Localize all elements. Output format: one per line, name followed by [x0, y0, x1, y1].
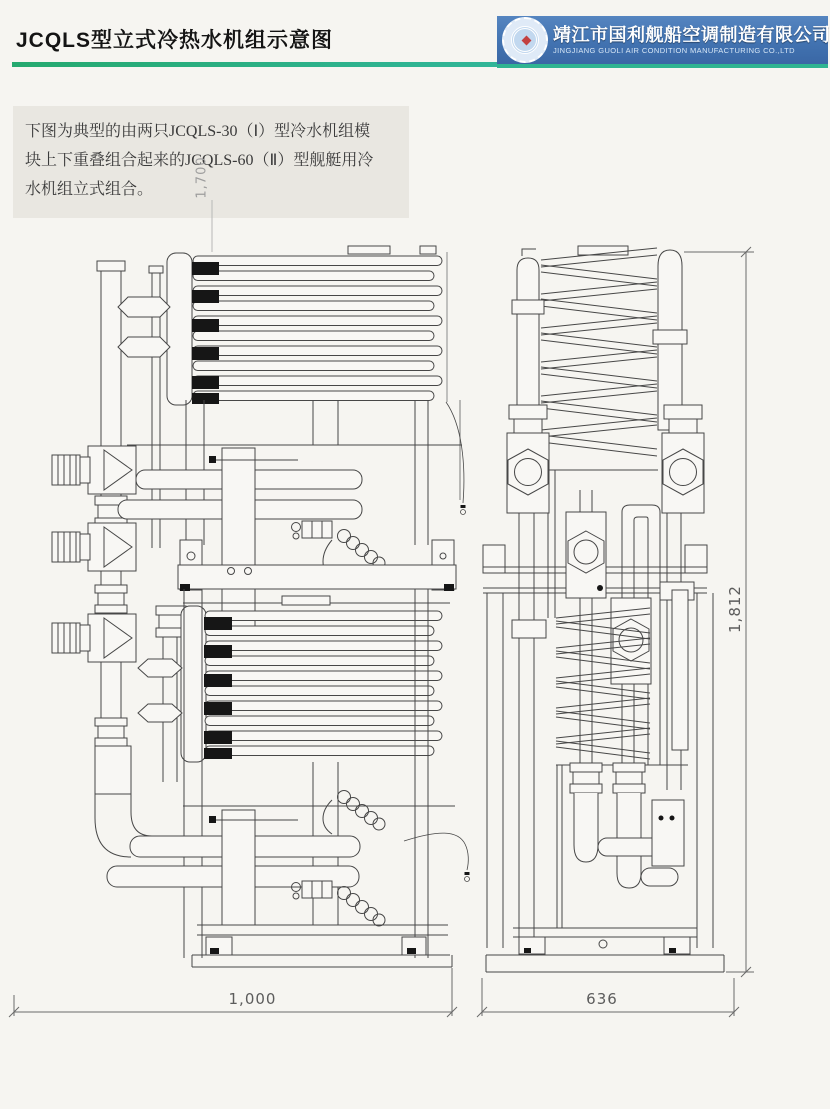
spiral-hose: [323, 791, 385, 835]
dimension-label-side-width: 636: [586, 990, 618, 1008]
side-base: [486, 928, 724, 972]
side-view-drawing: [483, 246, 724, 972]
dimension-label-module-height: 1,700: [194, 156, 210, 199]
dimension-label-front-width: 1,000: [228, 990, 277, 1008]
company-name-cn: 靖江市国利舰船空调制造有限公司: [553, 24, 830, 45]
front-left-fitting: [52, 446, 136, 494]
side-hex-fittings: [507, 405, 704, 513]
description-line: 块上下重叠组合起来的JCQLS-60（Ⅱ）型舰艇用冷: [25, 151, 374, 169]
front-left-fitting: [52, 523, 136, 571]
spiral-hose: [338, 887, 386, 927]
front-left-fitting: [52, 614, 136, 662]
front-view-drawing: [52, 246, 470, 967]
front-left-piping: [52, 261, 170, 857]
description-line: 水机组立式组合。: [25, 180, 154, 198]
company-name-en: JINGJIANG GUOLI AIR CONDITION MANUFACTURING CO.,LTD: [553, 45, 795, 55]
front-base: [192, 925, 452, 967]
front-lower-coil: [138, 596, 450, 782]
page-title: JCQLS型立式冷热水机组示意图: [16, 29, 334, 52]
dimension-label-total-height: 1,812: [726, 585, 744, 633]
description-line: 下图为典型的由两只JCQLS-30（Ⅰ）型冷水机组模: [25, 123, 371, 140]
side-bottom-pipes: [557, 763, 684, 928]
front-middle-shelf: [178, 540, 456, 591]
front-top-coil: [167, 246, 447, 405]
